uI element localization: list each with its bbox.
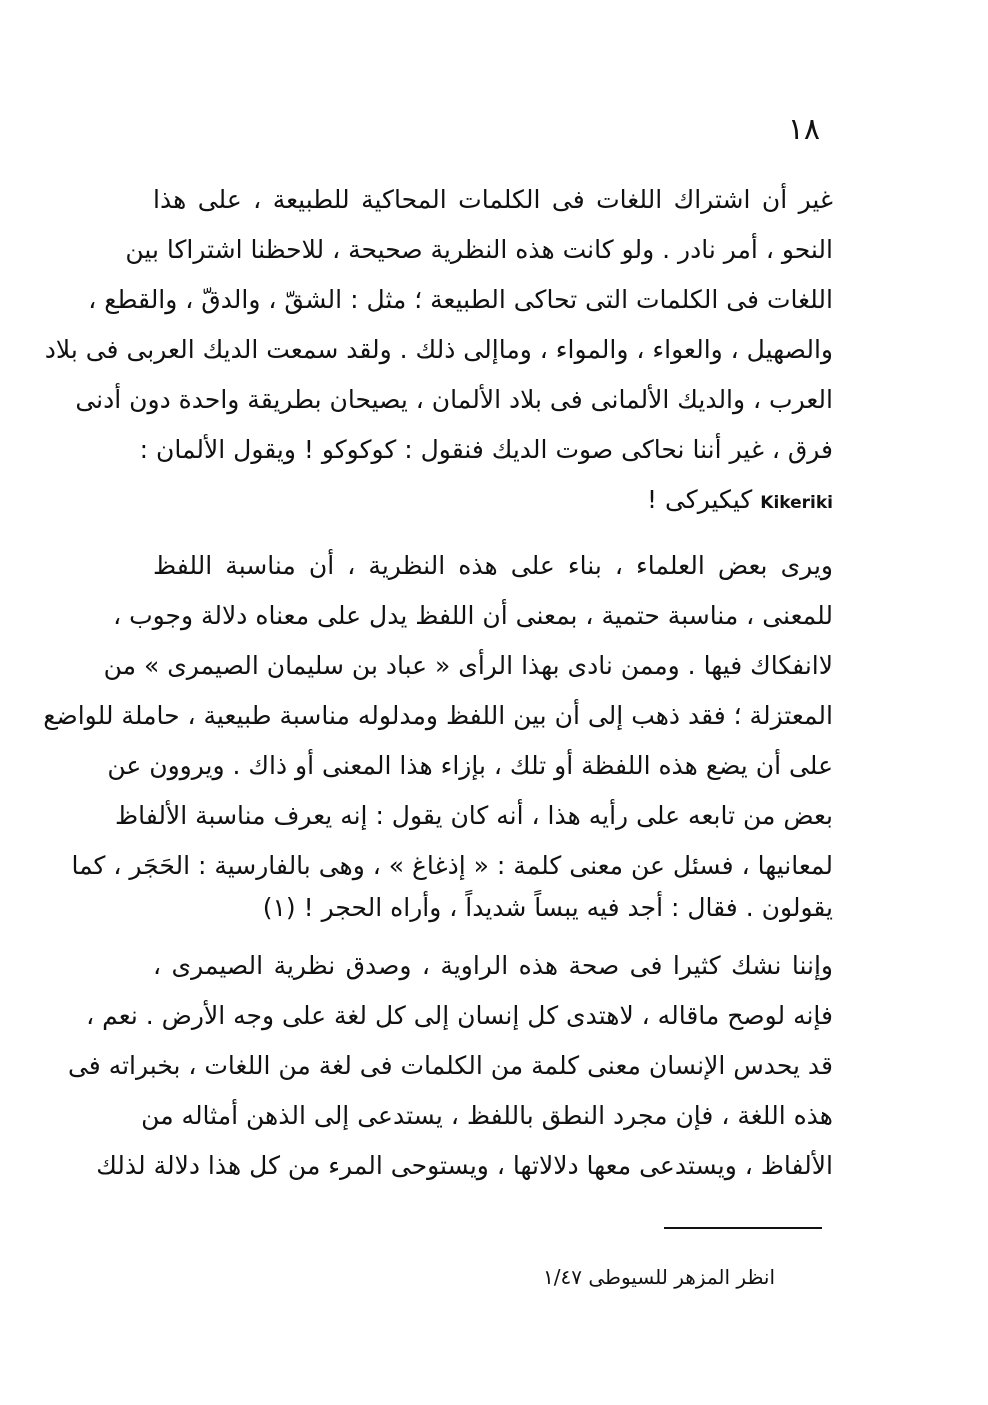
- paragraph-last-line: [153, 480, 833, 520]
- footnote: انظر المزهر للسيوطى ١/٤٧: [543, 1265, 775, 1289]
- paragraph-line: بعض من تابعه على رأيه هذا ، أنه كان يقول : إنه يعرف مناسبة الألفاظ: [114, 801, 833, 830]
- paragraph-line: اللغات فى الكلمات التى تحاكى الطبيعة ؛ مثل : الشقّ ، والدقّ ، والقطع ،: [88, 285, 833, 314]
- paragraph-line: لمعانيها ، فسئل عن معنى كلمة : « إذغاغ » ، وهى بالفارسية : الحَجَر ، كما: [71, 851, 833, 880]
- paragraph-line: وإننا نشك كثيرا فى صحة هذه الراوية ، وصدق نظرية الصيمرى ،: [153, 951, 833, 980]
- paragraph-line: المعتزلة ؛ فقد ذهب إلى أن بين اللفظ ومدلوله مناسبة طبيعية ، حاملة للواضع: [43, 701, 833, 730]
- paragraph-line: لاانفكاك فيها . وممن نادى بهذا الرأى « عباد بن سليمان الصيمرى » من: [103, 651, 833, 680]
- arabic-word: كيكيركى !: [647, 485, 753, 514]
- paragraph-line: قد يحدس الإنسان معنى كلمة من الكلمات فى لغة من اللغات ، بخبراته فى: [67, 1051, 833, 1080]
- paragraph-line: يقولون . فقال : أجد فيه يبساً شديداً ، وأراه الحجر ! (١): [262, 893, 833, 922]
- latin-word: Kikeriki: [760, 493, 833, 513]
- paragraph-line: النحو ، أمر نادر . ولو كانت هذه النظرية صحيحة ، للاحظنا اشتراكا بين: [125, 235, 833, 264]
- footnote-divider: [664, 1227, 822, 1229]
- paragraph-line: هذه اللغة ، فإن مجرد النطق باللفظ ، يستدعى إلى الذهن أمثاله من: [141, 1101, 833, 1130]
- paragraph-line: على أن يضع هذه اللفظة أو تلك ، بإزاء هذا المعنى أو ذاك . ويروون عن: [107, 751, 833, 780]
- paragraph-line: والصهيل ، والعواء ، والمواء ، وماإلى ذلك . ولقد سمعت الديك العربى فى بلاد: [44, 335, 833, 364]
- paragraph-line: الألفاظ ، ويستدعى معها دلالاتها ، ويستوحى المرء من كل هذا دلالة لذلك: [96, 1151, 833, 1180]
- paragraph-line: فإنه لوصح ماقاله ، لاهتدى كل إنسان إلى كل لغة على وجه الأرض . نعم ،: [86, 1001, 833, 1030]
- paragraph-line: العرب ، والديك الألمانى فى بلاد الألمان ، يصيحان بطريقة واحدة دون أدنى: [75, 385, 833, 414]
- paragraph-line: ويرى بعض العلماء ، بناء على هذه النظرية ، أن مناسبة اللفظ: [153, 551, 833, 580]
- paragraph-line: فرق ، غير أننا نحاكى صوت الديك فنقول : كوكوكو ! ويقول الألمان :: [139, 435, 833, 464]
- paragraph-line: غير أن اشتراك اللغات فى الكلمات المحاكية للطبيعة ، على هذا: [153, 185, 833, 214]
- page-number: ١٨: [787, 112, 820, 147]
- paragraph-line: للمعنى ، مناسبة حتمية ، بمعنى أن اللفظ يدل على معناه دلالة وجوب ،: [113, 601, 833, 630]
